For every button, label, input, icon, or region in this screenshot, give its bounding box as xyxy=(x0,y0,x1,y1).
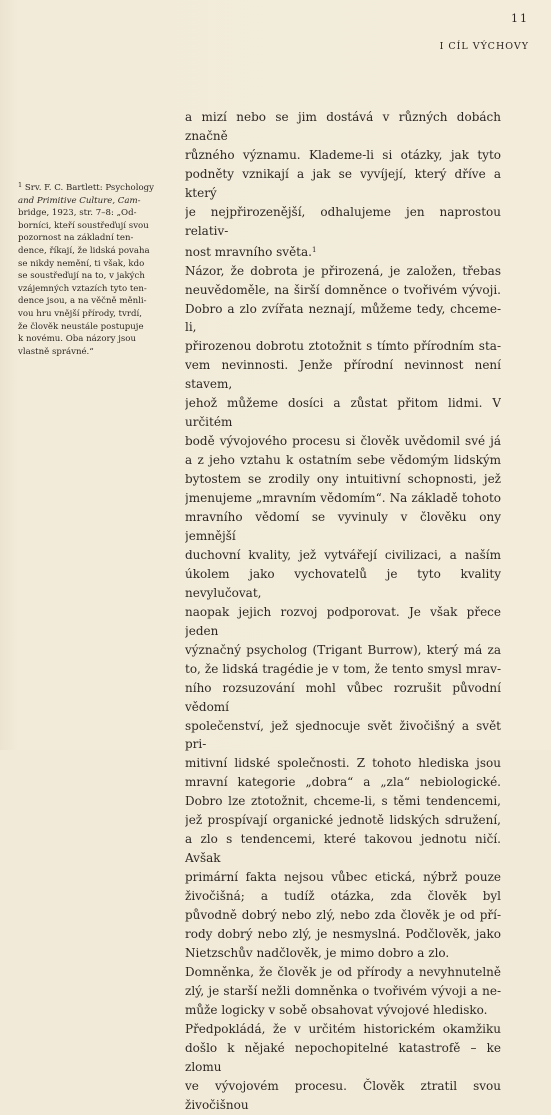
body-line: Dobro a zlo zvířata neznají, můžeme tedy, chceme-li, xyxy=(185,301,501,335)
body-line: mitivní lidské společnosti. Z tohoto hlediska jsou xyxy=(185,756,501,771)
footnote-line: borníci, kteří soustřeďují svou xyxy=(18,220,149,231)
body-line: bodě vývojového procesu si člověk uvědomil své já xyxy=(185,434,501,449)
body-line: mravní kategorie „dobra“ a „zla“ nebiologické. xyxy=(185,775,501,790)
footnote-line: and Primitive Culture, Cam- xyxy=(18,195,141,206)
footnote-line: že člověk neustále postupuje xyxy=(18,321,144,332)
body-line: význačný psycholog (Trigant Burrow), který má za xyxy=(185,642,501,657)
body-line: jež prospívají organické jednotě lidských sdružení, xyxy=(185,813,501,828)
body-text xyxy=(185,108,501,1115)
body-line: společenství, jež sjednocuje svět živočišný a svět pri- xyxy=(185,718,501,752)
body-line: živočišná; a tudíž otázka, zda člověk byl xyxy=(185,889,501,904)
body-line: může logicky v sobě obsahovat vývojové hledisko. xyxy=(185,1002,488,1017)
footnote-line: dence, říkají, že lidská povaha xyxy=(18,245,150,256)
body-line: jehož můžeme dosíci a zůstat přitom lidmi. V určitém xyxy=(185,396,501,430)
page-number: 11 xyxy=(511,12,529,25)
body-line: ního rozsuzování mohl vůbec rozrušit původní vědomí xyxy=(185,680,501,714)
body-line: neuvědoměle, na širší domněnce o tvořivém vývoji. xyxy=(185,282,501,297)
footnote-line: se soustřeďují na to, v jakých xyxy=(18,271,145,282)
footnote-marker: 1 xyxy=(18,181,23,189)
body-line: mravního vědomí se vyvinuly v člověku ony jemnější xyxy=(185,510,501,543)
footnote-line: vzájemných vztazích tyto ten- xyxy=(18,283,147,294)
footnote-reference: 1 xyxy=(311,245,317,254)
footnote-line: $^1$ Srv. F. C. Bartlett: Psychology xyxy=(18,181,154,193)
footnote-line: pozornost na základní ten- xyxy=(18,233,134,244)
footnote-line: se nikdy nemění, ti však, kdo xyxy=(18,258,145,269)
body-line: podněty vznikají a jak se vyvíjejí, který dříve a který xyxy=(185,166,501,200)
body-line: Domněnka, že člověk je od přírody a nevyhnutelně xyxy=(185,964,501,979)
footnote-line: k novému. Oba názory jsou xyxy=(18,334,136,345)
body-line: vem nevinnosti. Jenže přírodní nevinnost není stavem, xyxy=(185,358,501,392)
body-line: duchovní kvality, jež vytvářejí civilizaci, a naším xyxy=(185,547,501,562)
body-line: Nietzschův nadčlověk, je mimo dobro a zlo. xyxy=(185,945,450,960)
body-line: rody dobrý nebo zlý, je nesmyslná. Podčlověk, jako xyxy=(185,926,501,941)
body-line: nost mravního světa.$^1$ xyxy=(185,244,317,259)
body-line: došlo k nějaké nepochopitelné katastrofě – ke zlomu xyxy=(185,1040,501,1074)
body-line: původně dobrý nebo zlý, nebo zda člověk je od pří- xyxy=(185,908,501,923)
body-line: naopak jejich rozvoj podporovat. Je však přece jeden xyxy=(185,604,501,638)
body-line: to, že lidská tragédie je v tom, že tento smysl mrav- xyxy=(185,661,501,676)
footnote-line: dence jsou, a na věčně měnli- xyxy=(18,296,147,307)
body-line: a z jeho vztahu k ostatním sebe vědomým lidským xyxy=(185,453,501,468)
body-line: ve vývojovém procesu. Člověk ztratil svou živočišnou xyxy=(185,1078,501,1112)
body-line: a zlo s tendencemi, které takovou jednotu ničí. Avšak xyxy=(185,832,501,866)
body-line: různého významu. Klademe-li si otázky, jak tyto xyxy=(185,147,501,162)
footnote-line: bridge, 1923, str. 7–8: „Od- xyxy=(18,208,137,219)
body-line: bytostem se zrodily ony intuitivní schopnosti, jež xyxy=(185,472,501,487)
body-line: a mizí nebo se jim dostává v různých dobách značně xyxy=(185,110,501,143)
body-line: jmenujeme „mravním vědomím“. Na základě tohoto xyxy=(185,491,501,506)
body-line: úkolem jako vychovatelů je tyto kvality nevylučovat, xyxy=(185,566,501,600)
body-line: primární fakta nejsou vůbec etická, nýbrž pouze xyxy=(185,870,501,885)
body-line: zlý, je starší nežli domněnka o tvořivém vývoji a ne- xyxy=(185,983,501,998)
body-line: Předpokládá, že v určitém historickém okamžiku xyxy=(185,1021,501,1036)
running-head: I CÍL VÝCHOVY xyxy=(439,41,529,52)
footnote xyxy=(18,179,170,358)
body-line: Názor, že dobrota je přirozená, je založen, třebas xyxy=(185,263,501,278)
body-line: Dobro lze ztotožnit, chceme-li, s těmi tendencemi, xyxy=(185,794,501,809)
body-line: přirozenou dobrotu ztotožnit s tímto přírodním sta- xyxy=(185,339,501,354)
footnote-line: vou hru vnější přírody, tvrdí, xyxy=(18,308,142,319)
footnote-line: vlastně správné.“ xyxy=(18,346,94,357)
body-line: je nejpřirozenější, odhalujeme jen naprostou relativ- xyxy=(185,204,501,238)
